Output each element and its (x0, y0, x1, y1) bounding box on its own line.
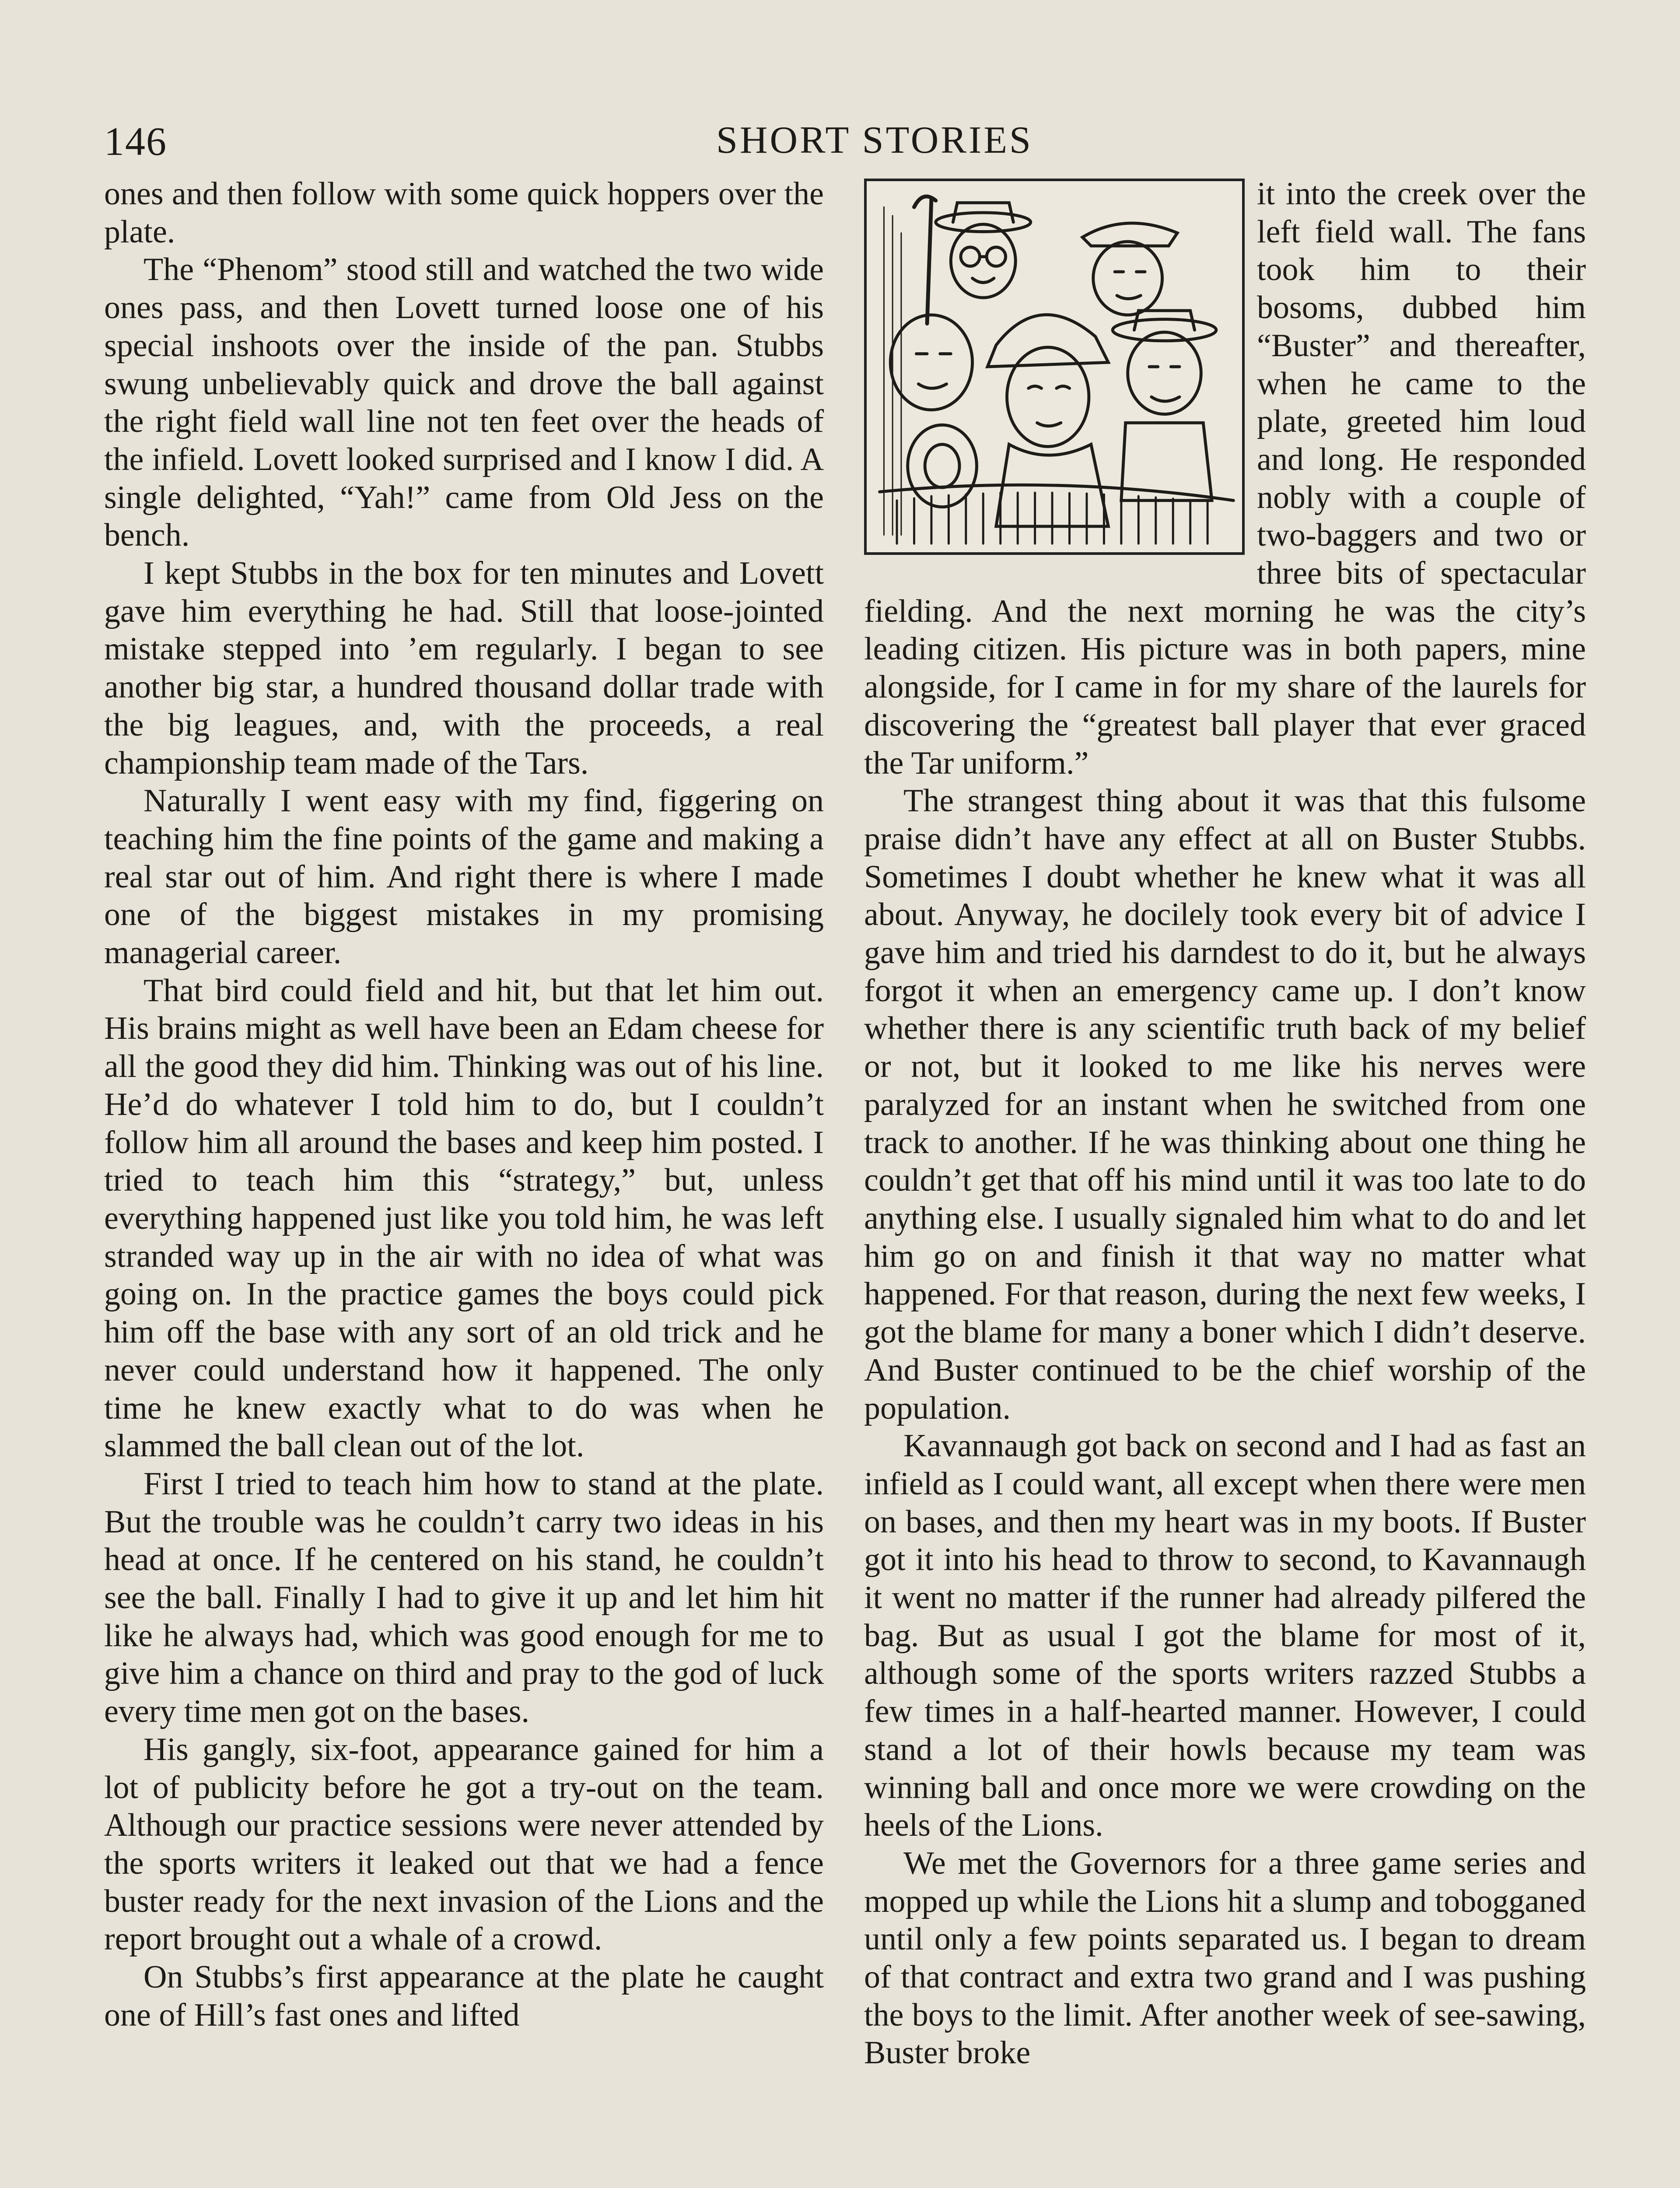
paragraph: I kept Stubbs in the box for ten minutes and Lovett gave him everything he had. Still that loose-jointed mistake stepped into ’em regularly. I began to see another big star, a hundred thousand dollar trade with the big leagues, and, with the proceeds, a real championship team made of the Tars. (104, 555, 824, 781)
paragraph: On Stubbs’s first appearance at the plate he caught one of Hill’s fast ones and lifted (104, 1959, 824, 2033)
paragraph: We met the Governors for a three game series and mopped up while the Lions hit a slump and tobogganed until only a few points separated us. I began to dream of that contract and extra two grand and I was pushing the boys to the limit. After another week of see-sawing, Buster broke (864, 1845, 1586, 2071)
crowd-illustration-drawing (867, 181, 1242, 552)
paragraph-with-illustration (864, 175, 1586, 782)
paragraph: His gangly, six-foot, appearance gained for him a lot of publicity before he got a try-out on the team. Although our practice sessions were never attended by the sports writers it leaked out that we had a fence buster ready for the next invasion of the Lions and the report brought out a whale of a crowd. (104, 1731, 824, 1957)
right-column (864, 175, 1586, 2188)
paragraph: Kavannaugh got back on second and I had as fast an infield as I could want, all except when there were men on bases, and then my heart was in my boots. If Buster got it into his head to throw to second, to Kavannaugh it went no matter if the runner had already pilfered the bag. But as usual I got the blame for most of it, although some of the sports writers razzed Stubbs a few times in a half-hearted manner. However, I could stand a lot of their howls because my team was winning ball and once more we were crowding on the heels of the Lions. (864, 1428, 1586, 1844)
page-header (104, 118, 1575, 171)
crowd-illustration (864, 179, 1245, 555)
left-column (104, 175, 824, 2188)
paragraph-text: it into the creek over the left field wall. The fans took him to their bosoms, dubbed him “Buster” and thereafter, when he came to the plate, greeted him loud and long. He responded nobly with a couple of two-baggers and two or three bits of spectacular fielding. And the next morning he was the city’s leading citizen. His picture was in both papers, mine alongside, for I came in for my share of the laurels for discovering the “greatest ball player that ever graced the Tar uniform.” (864, 176, 1586, 781)
paragraph: ones and then follow with some quick hoppers over the plate. (104, 176, 824, 250)
running-head: SHORT STORIES (716, 119, 1033, 161)
paragraph: The “Phenom” stood still and watched the two wide ones pass, and then Lovett turned loose one of his special inshoots over the inside of the pan. Stubbs swung unbelievably quick and drove the ball against the right field wall line not ten feet over the heads of the infield. Lovett looked surprised and I know I did. A single delighted, “Yah!” came from Old Jess on the bench. (104, 252, 824, 554)
paragraph: First I tried to teach him how to stand at the plate. But the trouble was he couldn’t carry two ideas in his head at once. If he centered on his stand, he couldn’t see the ball. Finally I had to give it up and let him hit like he always had, which was good enough for me to give him a chance on third and pray to the god of luck every time men got on the bases. (104, 1466, 824, 1730)
page-number: 146 (104, 119, 167, 164)
paragraph: The strangest thing about it was that this fulsome praise didn’t have any effect at all on Buster Stubbs. Sometimes I doubt whether he knew what it was all about. Anyway, he docilely took every bit of advice I gave him and tried his darndest to do it, but he always forgot it when an emergency came up. I don’t know whether there is any scientific truth back of my belief or not, but it looked to me like his nerves were paralyzed for an instant when he switched from one track to another. If he was thinking about one thing he couldn’t get that off his mind until it was too late to do anything else. I usually signaled him what to do and let him go on and finish it that way no matter what happened. For that reason, during the next few weeks, I got the blame for many a boner which I didn’t deserve. And Buster continued to be the chief worship of the population. (864, 783, 1586, 1426)
paragraph: Naturally I went easy with my find, figgering on teaching him the fine points of the game and making a real star out of him. And right there is where I made one of the biggest mistakes in my promising managerial career. (104, 783, 824, 971)
paragraph: That bird could field and hit, but that let him out. His brains might as well have been an Edam cheese for all the good they did him. Thinking was out of his line. He’d do whatever I told him to do, but I couldn’t follow him all around the bases and keep him posted. I tried to teach him this “strategy,” but, unless everything happened just like you told him, he was left stranded way up in the air with no idea of what was going on. In the practice games the boys could pick him off the base with any sort of an old trick and he never could understand how it happened. The only time he knew exactly what to do was when he slammed the ball clean out of the lot. (104, 972, 824, 1464)
